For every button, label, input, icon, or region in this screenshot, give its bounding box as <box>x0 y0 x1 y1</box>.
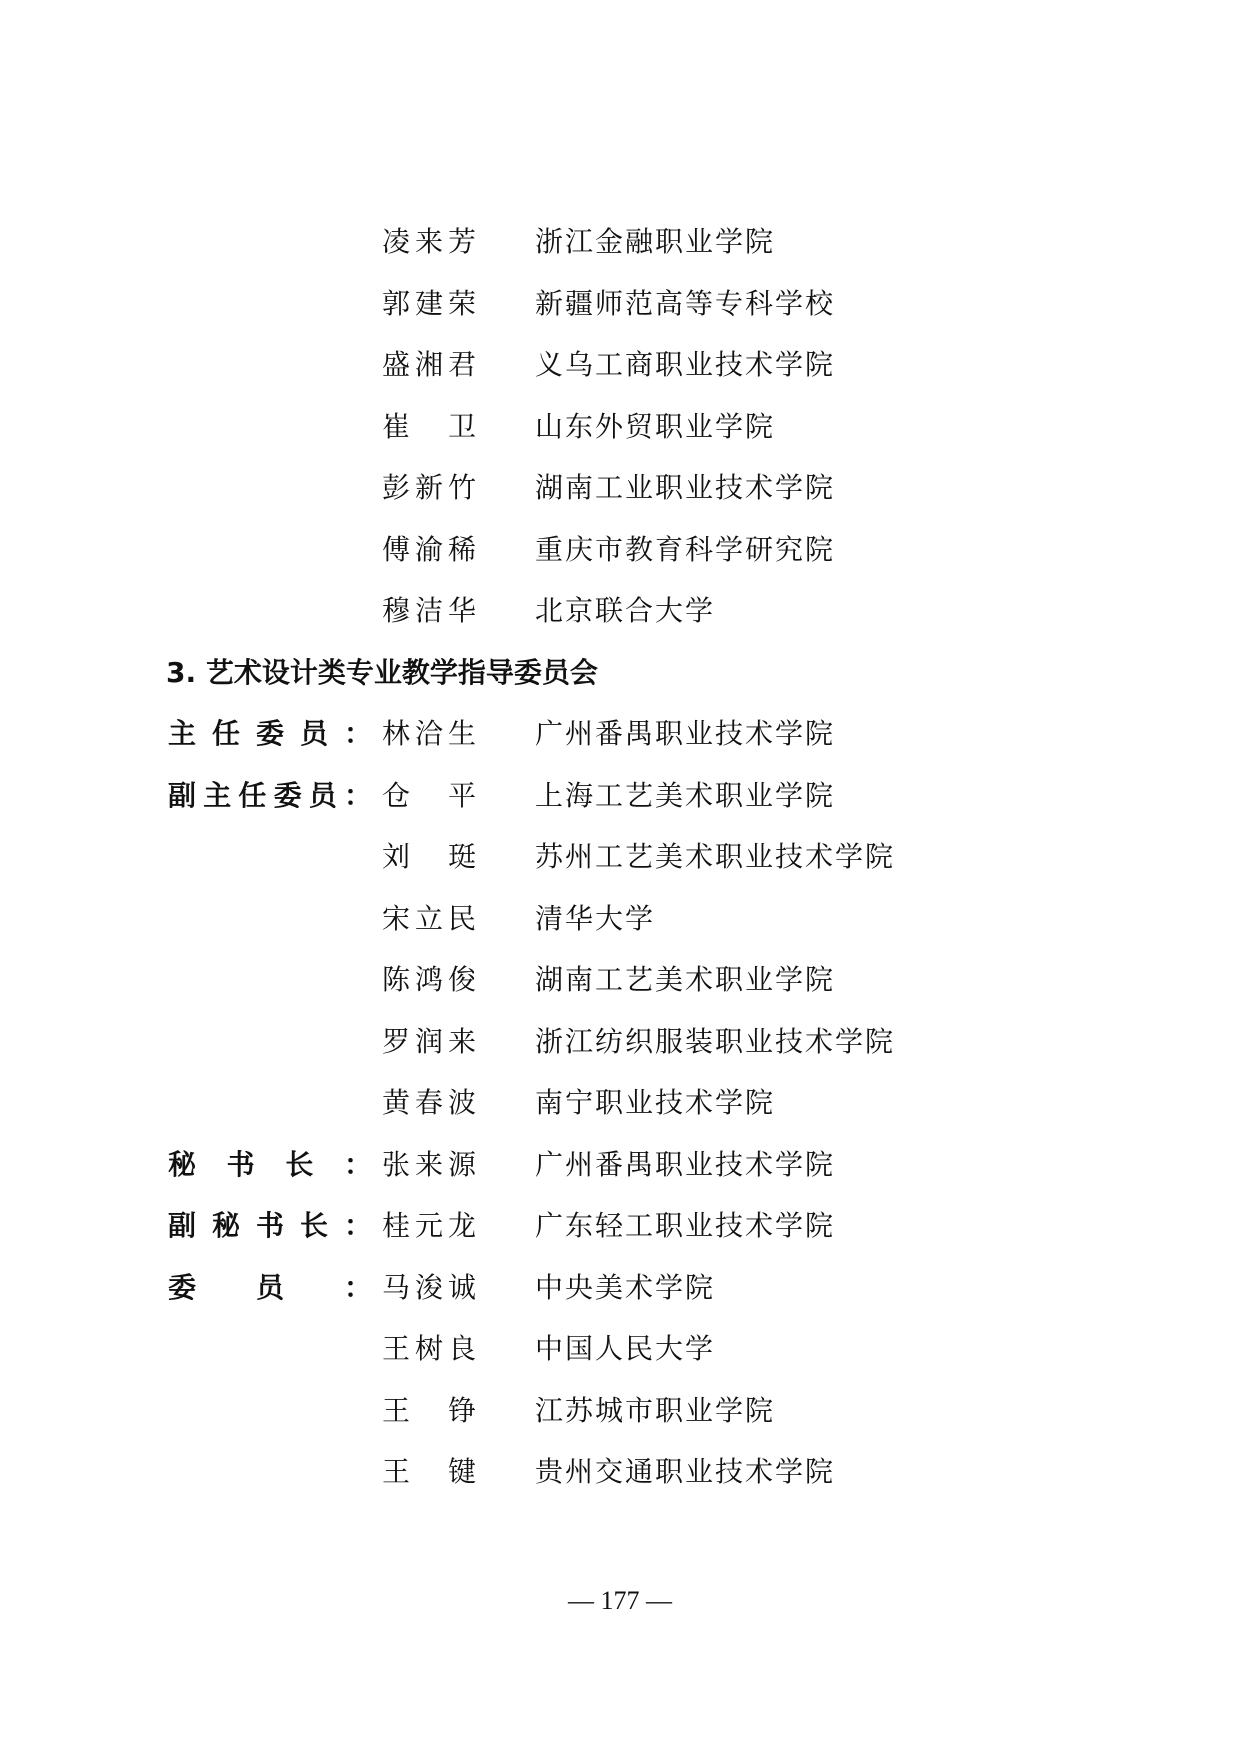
member-unit: 中央美术学院 <box>535 1270 716 1304</box>
member-row <box>160 530 1080 592</box>
member-name: 傅渝稀 <box>382 532 478 566</box>
committee-list <box>160 222 1080 1514</box>
member-unit: 北京联合大学 <box>535 594 716 627</box>
member-row <box>160 1083 1080 1145</box>
section-title: 3. 艺术设计类专业教学指导委员会 <box>166 655 598 689</box>
member-unit: 山东外贸职业学院 <box>535 409 776 443</box>
member-row <box>160 1329 1080 1391</box>
member-unit: 贵州交通职业技术学院 <box>535 1455 836 1488</box>
member-row <box>160 1022 1080 1084</box>
member-name: 张来源 <box>382 1147 478 1181</box>
member-unit: 苏州工艺美术职业技术学院 <box>535 840 896 873</box>
member-unit: 广州番禺职业技术学院 <box>535 1147 836 1181</box>
member-unit: 湖南工艺美术职业学院 <box>535 963 836 996</box>
member-name: 仓 平 <box>382 778 478 812</box>
member-name: 郭建荣 <box>382 286 478 320</box>
member-row <box>160 222 1080 284</box>
member-unit: 江苏城市职业学院 <box>535 1393 776 1427</box>
member-name: 桂元龙 <box>382 1209 478 1242</box>
member-name: 崔 卫 <box>382 409 478 443</box>
member-unit: 清华大学 <box>535 901 656 935</box>
member-row <box>160 714 1080 776</box>
member-row <box>160 468 1080 530</box>
member-name: 宋立民 <box>382 901 478 935</box>
member-unit: 南宁职业技术学院 <box>535 1086 776 1119</box>
member-name: 罗润来 <box>382 1024 478 1058</box>
member-unit: 湖南工业职业技术学院 <box>535 471 836 504</box>
member-role: 主任委员： <box>168 717 372 750</box>
member-unit: 上海工艺美术职业学院 <box>535 778 836 812</box>
member-name: 黄春波 <box>382 1086 478 1119</box>
member-row <box>160 591 1080 653</box>
member-row <box>160 1145 1080 1207</box>
member-row <box>160 1452 1080 1514</box>
member-unit: 广州番禺职业技术学院 <box>535 717 836 750</box>
member-role: 委员： <box>168 1270 372 1304</box>
member-name: 王 铮 <box>382 1393 478 1427</box>
member-row <box>160 284 1080 346</box>
member-row <box>160 776 1080 838</box>
member-name: 盛湘君 <box>382 348 478 381</box>
member-row <box>160 960 1080 1022</box>
member-unit: 浙江金融职业学院 <box>535 225 776 258</box>
member-name: 王 键 <box>382 1455 478 1488</box>
member-unit: 义乌工商职业技术学院 <box>535 348 836 381</box>
member-role: 副秘书长： <box>168 1209 372 1242</box>
member-name: 凌来芳 <box>382 225 478 258</box>
member-name: 林洽生 <box>382 717 478 750</box>
member-name: 马浚诚 <box>382 1270 478 1304</box>
member-name: 穆洁华 <box>382 594 478 627</box>
member-role: 秘书长： <box>168 1147 372 1181</box>
member-row <box>160 1206 1080 1268</box>
member-unit: 中国人民大学 <box>535 1332 716 1365</box>
member-row <box>160 407 1080 469</box>
member-row <box>160 837 1080 899</box>
page-number: — 177 — <box>568 1586 672 1615</box>
member-role: 副主任委员： <box>168 778 372 812</box>
member-row <box>160 1268 1080 1330</box>
member-name: 陈鸿俊 <box>382 963 478 996</box>
member-unit: 浙江纺织服装职业技术学院 <box>535 1024 896 1058</box>
member-unit: 广东轻工职业技术学院 <box>535 1209 836 1242</box>
member-unit: 重庆市教育科学研究院 <box>535 532 836 566</box>
member-name: 彭新竹 <box>382 471 478 504</box>
member-row <box>160 899 1080 961</box>
member-name: 刘 珽 <box>382 840 478 873</box>
member-name: 王树良 <box>382 1332 478 1365</box>
member-unit: 新疆师范高等专科学校 <box>535 286 836 320</box>
member-row <box>160 1391 1080 1453</box>
member-row <box>160 345 1080 407</box>
